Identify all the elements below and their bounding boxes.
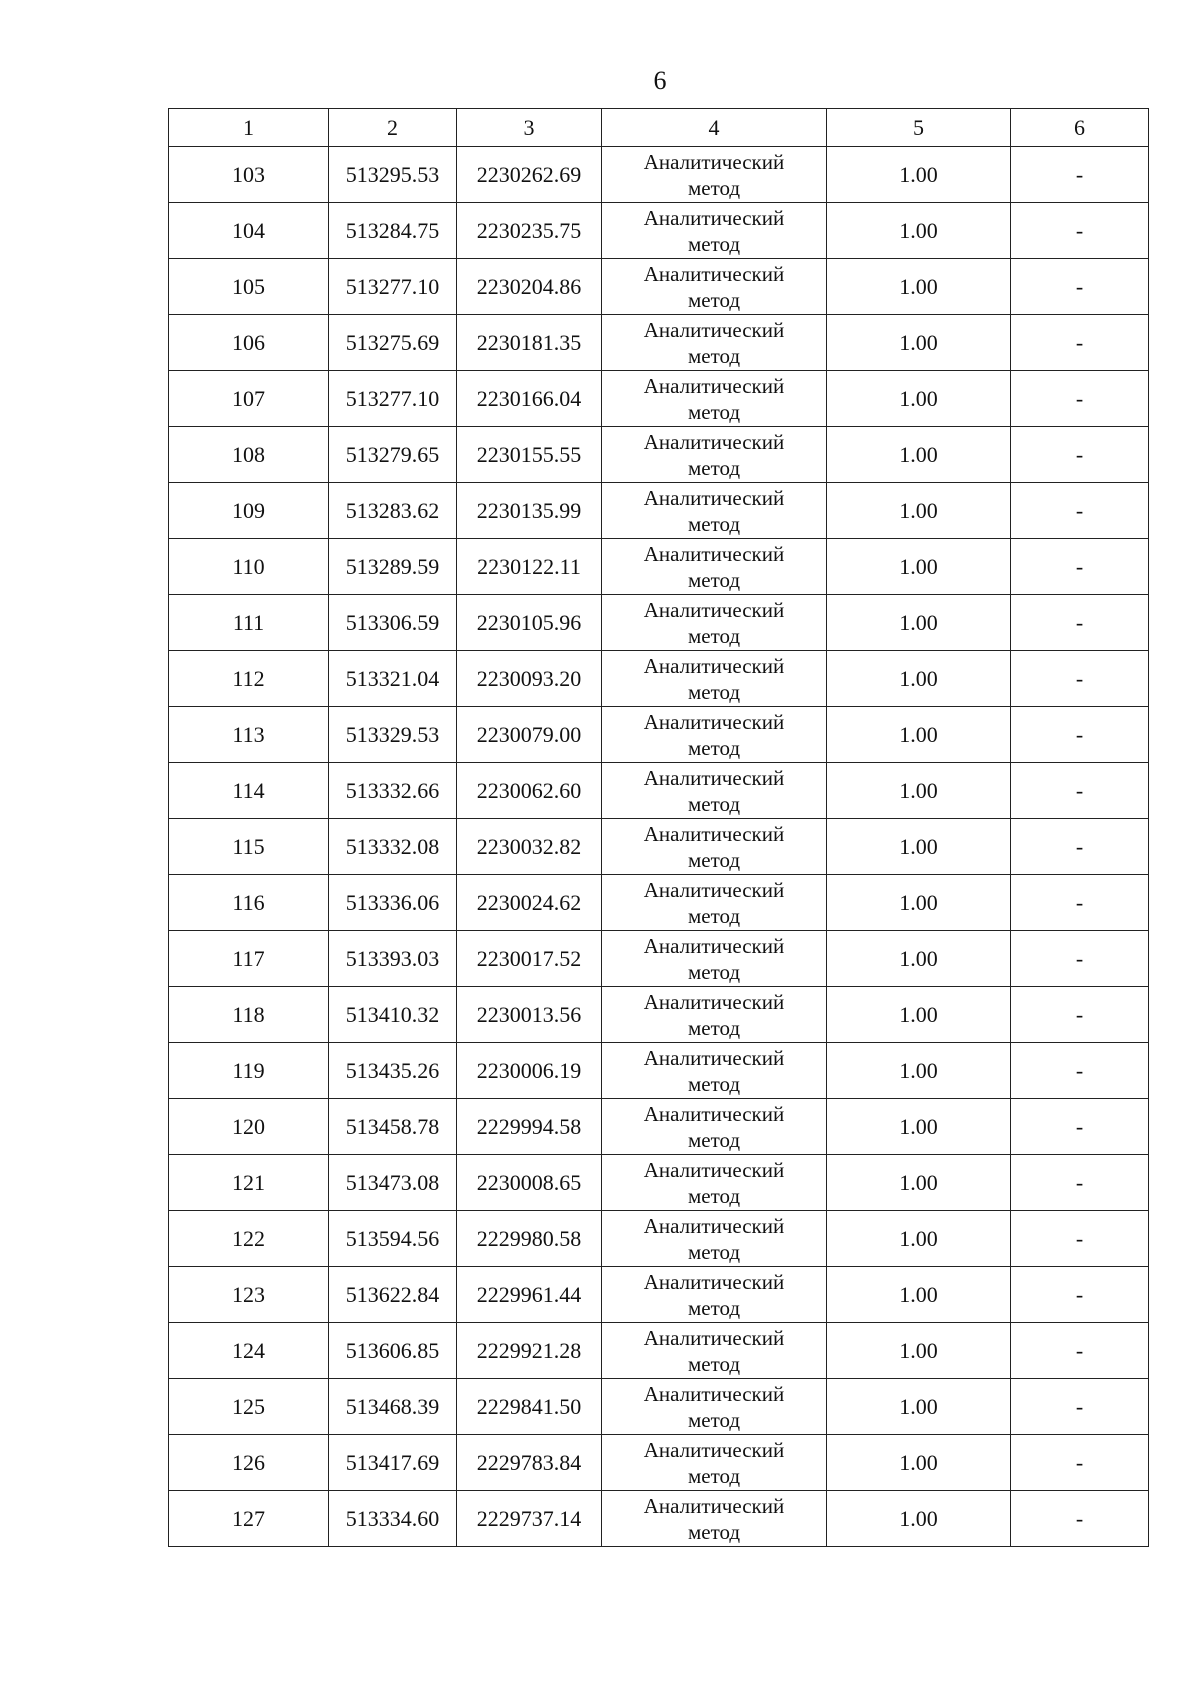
table-body bbox=[169, 109, 1149, 1547]
column-header: 1 bbox=[169, 109, 329, 147]
y-coordinate-cell: 2230166.04 bbox=[457, 371, 602, 427]
accuracy-cell: 1.00 bbox=[827, 203, 1011, 259]
method-line: Аналитический bbox=[643, 429, 785, 454]
table-row bbox=[169, 819, 1149, 875]
table-row bbox=[169, 763, 1149, 819]
method-line: Аналитический bbox=[643, 1381, 785, 1406]
y-coordinate-cell: 2230093.20 bbox=[457, 651, 602, 707]
point-number-cell: 125 bbox=[169, 1379, 329, 1435]
x-coordinate-cell: 513336.06 bbox=[329, 875, 457, 931]
note-cell: - bbox=[1011, 427, 1149, 483]
x-coordinate-cell: 513279.65 bbox=[329, 427, 457, 483]
method-line: Аналитический bbox=[643, 1437, 785, 1462]
method-line: метод bbox=[687, 735, 741, 760]
method-line: Аналитический bbox=[643, 821, 785, 846]
table-row bbox=[169, 1435, 1149, 1491]
method-cell bbox=[602, 1099, 827, 1155]
table-row bbox=[169, 651, 1149, 707]
table-row bbox=[169, 875, 1149, 931]
accuracy-cell: 1.00 bbox=[827, 931, 1011, 987]
accuracy-cell: 1.00 bbox=[827, 1379, 1011, 1435]
method-line: метод bbox=[687, 1463, 741, 1488]
y-coordinate-cell: 2230062.60 bbox=[457, 763, 602, 819]
note-cell: - bbox=[1011, 1491, 1149, 1547]
note-cell: - bbox=[1011, 1211, 1149, 1267]
method-cell bbox=[602, 1267, 827, 1323]
x-coordinate-cell: 513393.03 bbox=[329, 931, 457, 987]
y-coordinate-cell: 2229921.28 bbox=[457, 1323, 602, 1379]
table-row bbox=[169, 427, 1149, 483]
y-coordinate-cell: 2229783.84 bbox=[457, 1435, 602, 1491]
y-coordinate-cell: 2229737.14 bbox=[457, 1491, 602, 1547]
note-cell: - bbox=[1011, 651, 1149, 707]
method-cell bbox=[602, 875, 827, 931]
x-coordinate-cell: 513277.10 bbox=[329, 259, 457, 315]
point-number-cell: 107 bbox=[169, 371, 329, 427]
point-number-cell: 106 bbox=[169, 315, 329, 371]
y-coordinate-cell: 2230135.99 bbox=[457, 483, 602, 539]
x-coordinate-cell: 513306.59 bbox=[329, 595, 457, 651]
method-line: метод bbox=[687, 679, 741, 704]
table-row bbox=[169, 987, 1149, 1043]
x-coordinate-cell: 513594.56 bbox=[329, 1211, 457, 1267]
column-header: 5 bbox=[827, 109, 1011, 147]
y-coordinate-cell: 2230008.65 bbox=[457, 1155, 602, 1211]
page-number: 6 bbox=[653, 66, 667, 95]
method-line: метод bbox=[687, 623, 741, 648]
method-line: метод bbox=[687, 511, 741, 536]
accuracy-cell: 1.00 bbox=[827, 1323, 1011, 1379]
method-line: Аналитический bbox=[643, 373, 785, 398]
method-line: метод bbox=[687, 287, 741, 312]
method-cell bbox=[602, 1211, 827, 1267]
accuracy-cell: 1.00 bbox=[827, 147, 1011, 203]
method-cell bbox=[602, 595, 827, 651]
method-cell bbox=[602, 427, 827, 483]
method-cell bbox=[602, 315, 827, 371]
method-line: Аналитический bbox=[643, 1269, 785, 1294]
accuracy-cell: 1.00 bbox=[827, 1043, 1011, 1099]
note-cell: - bbox=[1011, 203, 1149, 259]
column-header: 2 bbox=[329, 109, 457, 147]
accuracy-cell: 1.00 bbox=[827, 371, 1011, 427]
method-line: метод bbox=[687, 1407, 741, 1432]
method-line: метод bbox=[687, 399, 741, 424]
x-coordinate-cell: 513410.32 bbox=[329, 987, 457, 1043]
table-row bbox=[169, 931, 1149, 987]
table-row bbox=[169, 595, 1149, 651]
method-line: Аналитический bbox=[643, 317, 785, 342]
method-line: Аналитический bbox=[643, 485, 785, 510]
table-row bbox=[169, 203, 1149, 259]
method-line: Аналитический bbox=[643, 149, 785, 174]
accuracy-cell: 1.00 bbox=[827, 875, 1011, 931]
x-coordinate-cell: 513606.85 bbox=[329, 1323, 457, 1379]
note-cell: - bbox=[1011, 875, 1149, 931]
note-cell: - bbox=[1011, 987, 1149, 1043]
accuracy-cell: 1.00 bbox=[827, 483, 1011, 539]
point-number-cell: 124 bbox=[169, 1323, 329, 1379]
x-coordinate-cell: 513275.69 bbox=[329, 315, 457, 371]
method-cell bbox=[602, 1043, 827, 1099]
method-cell bbox=[602, 987, 827, 1043]
method-line: Аналитический bbox=[643, 989, 785, 1014]
x-coordinate-cell: 513435.26 bbox=[329, 1043, 457, 1099]
point-number-cell: 109 bbox=[169, 483, 329, 539]
point-number-cell: 118 bbox=[169, 987, 329, 1043]
method-line: Аналитический bbox=[643, 1325, 785, 1350]
method-line: Аналитический bbox=[643, 1213, 785, 1238]
method-line: метод bbox=[687, 903, 741, 928]
y-coordinate-cell: 2230079.00 bbox=[457, 707, 602, 763]
method-cell bbox=[602, 203, 827, 259]
method-cell bbox=[602, 1323, 827, 1379]
table-row bbox=[169, 1323, 1149, 1379]
table-row bbox=[169, 483, 1149, 539]
y-coordinate-cell: 2229961.44 bbox=[457, 1267, 602, 1323]
method-line: Аналитический bbox=[643, 1493, 785, 1518]
point-number-cell: 103 bbox=[169, 147, 329, 203]
method-line: метод bbox=[687, 1183, 741, 1208]
note-cell: - bbox=[1011, 483, 1149, 539]
method-line: метод bbox=[687, 1071, 741, 1096]
y-coordinate-cell: 2230235.75 bbox=[457, 203, 602, 259]
note-cell: - bbox=[1011, 1379, 1149, 1435]
point-number-cell: 111 bbox=[169, 595, 329, 651]
point-number-cell: 113 bbox=[169, 707, 329, 763]
accuracy-cell: 1.00 bbox=[827, 315, 1011, 371]
accuracy-cell: 1.00 bbox=[827, 427, 1011, 483]
point-number-cell: 126 bbox=[169, 1435, 329, 1491]
note-cell: - bbox=[1011, 595, 1149, 651]
table-row bbox=[169, 539, 1149, 595]
method-cell bbox=[602, 1435, 827, 1491]
point-number-cell: 115 bbox=[169, 819, 329, 875]
method-line: Аналитический bbox=[643, 933, 785, 958]
note-cell: - bbox=[1011, 539, 1149, 595]
note-cell: - bbox=[1011, 1099, 1149, 1155]
method-line: Аналитический bbox=[643, 765, 785, 790]
method-line: метод bbox=[687, 343, 741, 368]
note-cell: - bbox=[1011, 371, 1149, 427]
point-number-cell: 119 bbox=[169, 1043, 329, 1099]
accuracy-cell: 1.00 bbox=[827, 987, 1011, 1043]
y-coordinate-cell: 2230032.82 bbox=[457, 819, 602, 875]
accuracy-cell: 1.00 bbox=[827, 1211, 1011, 1267]
column-header: 6 bbox=[1011, 109, 1149, 147]
note-cell: - bbox=[1011, 931, 1149, 987]
accuracy-cell: 1.00 bbox=[827, 651, 1011, 707]
method-line: Аналитический bbox=[643, 597, 785, 622]
note-cell: - bbox=[1011, 1155, 1149, 1211]
column-header: 4 bbox=[602, 109, 827, 147]
method-line: Аналитический bbox=[643, 1157, 785, 1182]
method-line: Аналитический bbox=[643, 877, 785, 902]
method-line: метод bbox=[687, 231, 741, 256]
accuracy-cell: 1.00 bbox=[827, 1267, 1011, 1323]
x-coordinate-cell: 513295.53 bbox=[329, 147, 457, 203]
method-line: метод bbox=[687, 455, 741, 480]
method-line: метод bbox=[687, 175, 741, 200]
accuracy-cell: 1.00 bbox=[827, 707, 1011, 763]
method-line: метод bbox=[687, 1519, 741, 1544]
point-number-cell: 120 bbox=[169, 1099, 329, 1155]
accuracy-cell: 1.00 bbox=[827, 763, 1011, 819]
y-coordinate-cell: 2230013.56 bbox=[457, 987, 602, 1043]
y-coordinate-cell: 2230024.62 bbox=[457, 875, 602, 931]
x-coordinate-cell: 513289.59 bbox=[329, 539, 457, 595]
y-coordinate-cell: 2230181.35 bbox=[457, 315, 602, 371]
y-coordinate-cell: 2229841.50 bbox=[457, 1379, 602, 1435]
method-line: Аналитический bbox=[643, 653, 785, 678]
point-number-cell: 114 bbox=[169, 763, 329, 819]
x-coordinate-cell: 513622.84 bbox=[329, 1267, 457, 1323]
method-cell bbox=[602, 371, 827, 427]
method-line: Аналитический bbox=[643, 709, 785, 734]
point-number-cell: 117 bbox=[169, 931, 329, 987]
method-cell bbox=[602, 1379, 827, 1435]
column-header: 3 bbox=[457, 109, 602, 147]
accuracy-cell: 1.00 bbox=[827, 259, 1011, 315]
table-row bbox=[169, 315, 1149, 371]
y-coordinate-cell: 2230105.96 bbox=[457, 595, 602, 651]
x-coordinate-cell: 513468.39 bbox=[329, 1379, 457, 1435]
method-cell bbox=[602, 819, 827, 875]
point-number-cell: 121 bbox=[169, 1155, 329, 1211]
note-cell: - bbox=[1011, 1435, 1149, 1491]
table-row bbox=[169, 1155, 1149, 1211]
point-number-cell: 112 bbox=[169, 651, 329, 707]
point-number-cell: 104 bbox=[169, 203, 329, 259]
table-row bbox=[169, 1267, 1149, 1323]
accuracy-cell: 1.00 bbox=[827, 1435, 1011, 1491]
accuracy-cell: 1.00 bbox=[827, 1099, 1011, 1155]
method-line: метод bbox=[687, 567, 741, 592]
y-coordinate-cell: 2230006.19 bbox=[457, 1043, 602, 1099]
method-line: Аналитический bbox=[643, 1101, 785, 1126]
method-line: метод bbox=[687, 1239, 741, 1264]
point-number-cell: 108 bbox=[169, 427, 329, 483]
x-coordinate-cell: 513473.08 bbox=[329, 1155, 457, 1211]
x-coordinate-cell: 513277.10 bbox=[329, 371, 457, 427]
method-cell bbox=[602, 483, 827, 539]
accuracy-cell: 1.00 bbox=[827, 539, 1011, 595]
method-cell bbox=[602, 931, 827, 987]
note-cell: - bbox=[1011, 1323, 1149, 1379]
y-coordinate-cell: 2230262.69 bbox=[457, 147, 602, 203]
note-cell: - bbox=[1011, 1267, 1149, 1323]
x-coordinate-cell: 513329.53 bbox=[329, 707, 457, 763]
table-row bbox=[169, 371, 1149, 427]
note-cell: - bbox=[1011, 763, 1149, 819]
x-coordinate-cell: 513321.04 bbox=[329, 651, 457, 707]
point-number-cell: 105 bbox=[169, 259, 329, 315]
point-number-cell: 122 bbox=[169, 1211, 329, 1267]
point-number-cell: 123 bbox=[169, 1267, 329, 1323]
table-row bbox=[169, 259, 1149, 315]
method-cell bbox=[602, 707, 827, 763]
note-cell: - bbox=[1011, 1043, 1149, 1099]
accuracy-cell: 1.00 bbox=[827, 819, 1011, 875]
x-coordinate-cell: 513334.60 bbox=[329, 1491, 457, 1547]
note-cell: - bbox=[1011, 147, 1149, 203]
header-row bbox=[169, 109, 1149, 147]
note-cell: - bbox=[1011, 707, 1149, 763]
method-line: метод bbox=[687, 847, 741, 872]
x-coordinate-cell: 513283.62 bbox=[329, 483, 457, 539]
y-coordinate-cell: 2229980.58 bbox=[457, 1211, 602, 1267]
x-coordinate-cell: 513458.78 bbox=[329, 1099, 457, 1155]
method-line: Аналитический bbox=[643, 261, 785, 286]
y-coordinate-cell: 2230204.86 bbox=[457, 259, 602, 315]
y-coordinate-cell: 2230122.11 bbox=[457, 539, 602, 595]
x-coordinate-cell: 513417.69 bbox=[329, 1435, 457, 1491]
x-coordinate-cell: 513284.75 bbox=[329, 203, 457, 259]
point-number-cell: 127 bbox=[169, 1491, 329, 1547]
accuracy-cell: 1.00 bbox=[827, 1155, 1011, 1211]
method-cell bbox=[602, 259, 827, 315]
method-line: Аналитический bbox=[643, 1045, 785, 1070]
y-coordinate-cell: 2230017.52 bbox=[457, 931, 602, 987]
method-line: метод bbox=[687, 959, 741, 984]
method-line: Аналитический bbox=[643, 541, 785, 566]
x-coordinate-cell: 513332.66 bbox=[329, 763, 457, 819]
method-cell bbox=[602, 651, 827, 707]
method-line: метод bbox=[687, 791, 741, 816]
method-line: метод bbox=[687, 1351, 741, 1376]
table-row bbox=[169, 707, 1149, 763]
accuracy-cell: 1.00 bbox=[827, 1491, 1011, 1547]
table-row bbox=[169, 1379, 1149, 1435]
table-row bbox=[169, 147, 1149, 203]
method-line: метод bbox=[687, 1127, 741, 1152]
table-row bbox=[169, 1211, 1149, 1267]
table-row bbox=[169, 1099, 1149, 1155]
coordinates-table bbox=[168, 108, 1149, 1547]
y-coordinate-cell: 2230155.55 bbox=[457, 427, 602, 483]
accuracy-cell: 1.00 bbox=[827, 595, 1011, 651]
table-row bbox=[169, 1043, 1149, 1099]
table-row bbox=[169, 1491, 1149, 1547]
method-line: Аналитический bbox=[643, 205, 785, 230]
method-line: метод bbox=[687, 1295, 741, 1320]
point-number-cell: 110 bbox=[169, 539, 329, 595]
method-cell bbox=[602, 1491, 827, 1547]
method-line: метод bbox=[687, 1015, 741, 1040]
point-number-cell: 116 bbox=[169, 875, 329, 931]
x-coordinate-cell: 513332.08 bbox=[329, 819, 457, 875]
note-cell: - bbox=[1011, 819, 1149, 875]
method-cell bbox=[602, 539, 827, 595]
note-cell: - bbox=[1011, 259, 1149, 315]
method-cell bbox=[602, 147, 827, 203]
y-coordinate-cell: 2229994.58 bbox=[457, 1099, 602, 1155]
method-cell bbox=[602, 763, 827, 819]
note-cell: - bbox=[1011, 315, 1149, 371]
method-cell bbox=[602, 1155, 827, 1211]
